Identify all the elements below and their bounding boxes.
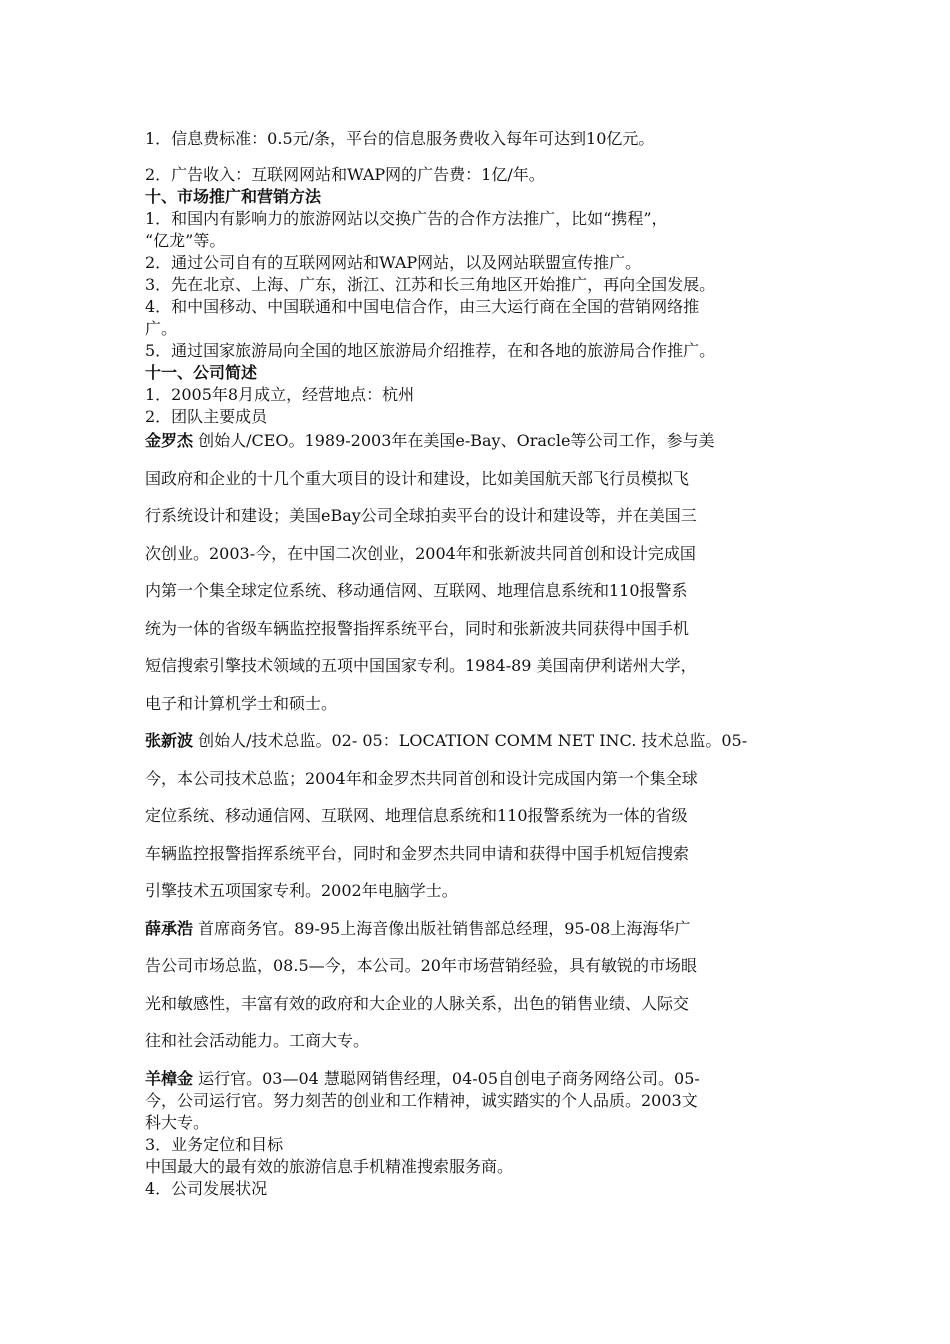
member-bio-line: 今，公司运行官。努力刻苦的创业和工作精神，诚实踏实的个人品质。2003文 [145,1090,698,1110]
section-11-heading: 十一、公司简述 [145,363,258,382]
member-bio-line: 今，本公司技术总监；2004年和金罗杰共同首创和设计完成国内第一个集全球 [145,768,698,788]
section-10-line: “亿龙”等。 [145,231,226,250]
member-bio-line: 运行官。03—04 慧聪网销售经理，04-05自创电子商务网络公司。05- [193,1068,700,1088]
member-bio-line: 首席商务官。89-95上海音像出版社销售部总经理，95-08上海海华广 [193,918,691,938]
member-bio-line: 创始人/技术总监。02- 05：LOCATION COMM NET INC. 技术总监。05- [193,731,748,750]
member-bio-line: 告公司市场总监，08.5—今，本公司。20年市场营销经验，具有敏锐的市场眼 [145,956,697,975]
member-name: 张新波 [145,731,194,750]
member-bio [145,1068,825,1134]
section-11-item-3: 3．业务定位和目标 [145,1134,284,1154]
section-11-item-1: 1．2005年8月成立，经营地点：杭州 [145,385,415,404]
member-bio-line: 往和社会活动能力。工商大专。 [145,1031,370,1050]
section-11-item-2: 2．团队主要成员 [145,407,268,426]
revenue-item-1: 1．信息费标准：0.5元/条，平台的信息服务费收入每年可达到10亿元。 [145,129,655,148]
member-bio-line: 引擎技术五项国家专利。2002年电脑学士。 [145,881,458,900]
member-bio-line: 行系统设计和建设；美国eBay公司全球拍卖平台的设计和建设等，并在美国三 [145,506,697,525]
member-bio [145,910,825,1060]
section-10-line: 4．和中国移动、中国联通和中国电信合作，由三大运行商在全国的营销网络推 [145,297,700,316]
member-bio-line: 定位系统、移动通信网、互联网、地理信息系统和110报警系统为一体的省级 [145,806,688,825]
member-bio-line: 国政府和企业的十几个重大项目的设计和建设，比如美国航天部飞行员模拟飞 [145,468,690,488]
member-name: 金罗杰 [145,431,194,450]
section-10-heading: 十、市场推广和营销方法 [145,187,322,206]
section-10-line: 5．通过国家旅游局向全国的地区旅游局介绍推荐，在和各地的旅游局合作推广。 [145,341,716,360]
member-bio [145,722,825,910]
member-name: 薛承浩 [145,918,194,938]
member-bio-line: 科大专。 [145,1112,210,1132]
member-bio-line: 短信搜索引擎技术领域的五项中国国家专利。1984-89 美国南伊利诺州大学， [145,656,697,675]
member-name: 羊樟金 [145,1068,194,1088]
member-bio-line: 内第一个集全球定位系统、移动通信网、互联网、地理信息系统和110报警系 [145,581,688,600]
member-bio-line: 光和敏感性，丰富有效的政府和大企业的人脉关系，出色的销售业绩、人际交 [145,993,690,1013]
section-11-item-4: 4．公司发展状况 [145,1178,268,1198]
member-bio-line: 车辆监控报警指挥系统平台，同时和金罗杰共同申请和获得中国手机短信搜索 [145,843,690,863]
member-bio-line: 次创业。2003-今，在中国二次创业，2004年和张新波共同首创和设计完成国 [145,543,696,563]
section-10-line: 2．通过公司自有的互联网网站和WAP网站，以及网站联盟宣传推广。 [145,253,642,272]
section-10-line: 广。 [145,319,178,338]
section-10-line: 1．和国内有影响力的旅游网站以交换广告的合作方法推广，比如“携程”， [145,209,668,228]
revenue-item-2: 2．广告收入：互联网网站和WAP网的广告费：1亿/年。 [145,165,545,184]
section-11-item-3-text: 中国最大的最有效的旅游信息手机精准搜索服务商。 [145,1156,514,1176]
member-bio-line: 创始人/CEO。1989-2003年在美国e-Bay、Oracle等公司工作，参与美 [193,431,715,450]
document-page [145,128,825,1200]
member-bio-line: 电子和计算机学士和硕士。 [145,693,338,713]
section-10-line: 3．先在北京、上海、广东，浙江、江苏和长三角地区开始推广，再向全国发展。 [145,275,716,294]
member-bio [145,422,825,722]
member-bio-line: 统为一体的省级车辆监控报警指挥系统平台，同时和张新波共同获得中国手机 [145,618,690,638]
